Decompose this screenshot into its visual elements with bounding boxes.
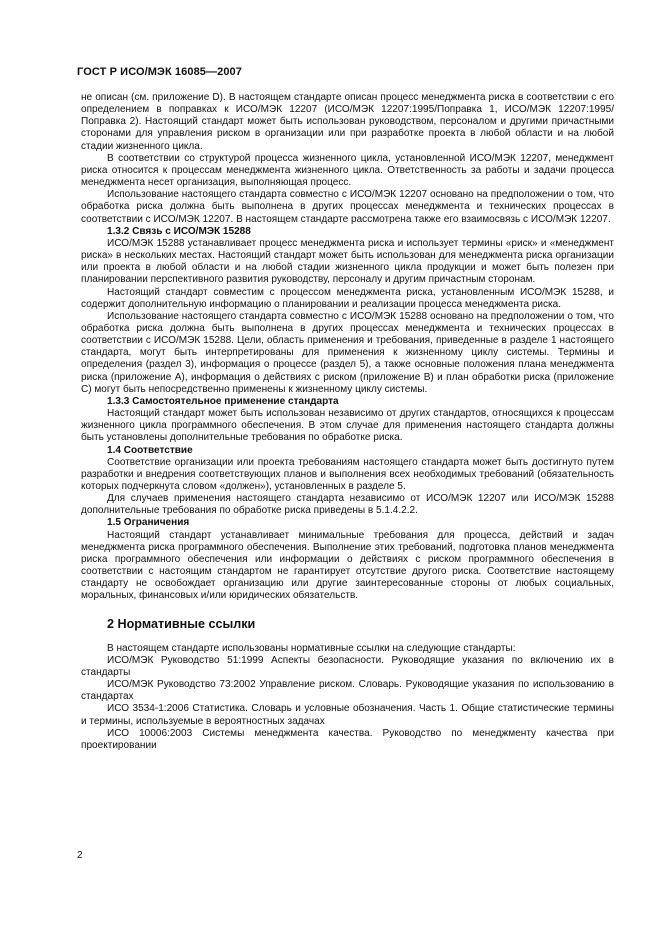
paragraph: Настоящий стандарт совместим с процессом менеджмента риска, установленным ИСО/МЭК 15288, и содержит дополнительную информацию о планировании и реализации процесса менеджмента риска.	[81, 286, 614, 310]
section-heading-1-3-3: 1.3.3 Самостоятельное применение стандарта	[107, 395, 339, 407]
section-heading-1-4: 1.4 Соответствие	[107, 444, 193, 456]
page-number: 2	[77, 850, 83, 861]
reference-item: ИСО 3534-1:2006 Статистика. Словарь и условные обозначения. Часть 1. Общие статистические термины и термины, используемые в вероятностных задачах	[81, 703, 614, 727]
running-header: ГОСТ Р ИСО/МЭК 16085—2007	[77, 66, 242, 78]
paragraph: В настоящем стандарте использованы нормативные ссылки на следующие стандарты:	[107, 642, 516, 654]
reference-item: ИСО 10006:2003 Системы менеджмента качества. Руководство по менеджменту качества при проектировании	[81, 727, 614, 751]
section-heading-2: 2 Нормативные ссылки	[107, 616, 256, 631]
paragraph: не описан (см. приложение D). В настоящем стандарте описан процесс менеджмента риска в соответствии с его определением в поправках к ИСО/МЭК 12207 (ИСО/МЭК 12207:1995/Поправка 1, ИСО/МЭК 12207:1995/Поправка 2). Настоящий стандарт может быть использован руководством, персоналом и другими причастными сторонами для управления риском в организации или при разработке проекта в любой области и на любой стадии жизненного цикла.	[81, 92, 614, 152]
paragraph: В соответствии со структурой процесса жизненного цикла, установленной ИСО/МЭК 12207, менеджмент риска относится к процессам менеджмента жизненного цикла. Ответственность за работы и задачи процесса менеджмента несет организация, выполняющая процесс.	[81, 152, 614, 189]
reference-item: ИСО/МЭК Руководство 73:2002 Управление риском. Словарь. Руководящие указания по использованию в стандартах	[81, 679, 614, 703]
reference-item: ИСО/МЭК Руководство 51:1999 Аспекты безопасности. Руководящие указания по включению их в стандарты	[81, 654, 614, 678]
section-heading-1-3-2: 1.3.2 Связь с ИСО/МЭК 15288	[107, 225, 251, 237]
paragraph: Настоящий стандарт устанавливает минимальные требования для процесса, действий и задач менеджмента риска программного обеспечения. Выполнение этих требований, подготовка планов менеджмента риска программного обеспечения или информации о действиях с риском программного обеспечения в соответствии с настоящим стандартом не гарантирует отсутствие другого риска. Соответствие настоящему стандарту не освобождает организацию или другие заинтересованные стороны от любых социальных, моральных, финансовых и/или юридических обязательств.	[81, 529, 614, 602]
section-heading-1-5: 1.5 Ограничения	[107, 517, 190, 529]
paragraph: ИСО/МЭК 15288 устанавливает процесс менеджмента риска и использует термины «риск» и «менеджмент риска» в нескольких местах. Настоящий стандарт может быть использован для менеджмента риска организации или проекта в любой области и на любой стадии жизненного цикла продукции и может быть полезен при планировании перспективного развития руководству, персоналу и другим причастным сторонам.	[81, 237, 614, 286]
document-body	[81, 92, 614, 752]
paragraph: Для случаев применения настоящего стандарта независимо от ИСО/МЭК 12207 или ИСО/МЭК 15288 дополнительные требования по обработке риска приведены в 5.1.4.2.2.	[81, 493, 614, 517]
paragraph: Использование настоящего стандарта совместно с ИСО/МЭК 12207 основано на предположении о том, что обработка риска должна быть выполнена в других процессах менеджмента и технических процессах в соответствии с ИСО/МЭК 12207. В настоящем стандарте рассмотрена также его взаимосвязь с ИСО/МЭК 12207.	[81, 189, 614, 225]
paragraph: Настоящий стандарт может быть использован независимо от других стандартов, относящихся к процессам жизненного цикла программного обеспечения. В этом случае для применения настоящего стандарта должны быть установлены дополнительные требования по обработке риска.	[81, 408, 614, 444]
paragraph: Использование настоящего стандарта совместно с ИСО/МЭК 15288 основано на предположении о том, что обработка риска должна быть выполнена в других процессах менеджмента и технических процессах в соответствии с ИСО/МЭК 15288. Цели, область применения и требования, приведенные в разделе 1 настоящего стандарта, могут быть интерпретированы для применения к жизненному циклу системы. Термины и определения (раздел 3), информация о процессе (раздел 5), а также основные положения плана менеджмента риска (приложение А), информация о действиях с риском (приложение В) и план обработки риска (приложение С) могут быть непосредственно применены к жизненному циклу системы.	[81, 310, 614, 395]
paragraph: Соответствие организации или проекта требованиям настоящего стандарта может быть достигнуто путем разработки и внедрения соответствующих планов и выполнения всех необходимых требований (обязательность которых подчеркнута словом «должен»), установленных в разделе 5.	[81, 456, 614, 492]
